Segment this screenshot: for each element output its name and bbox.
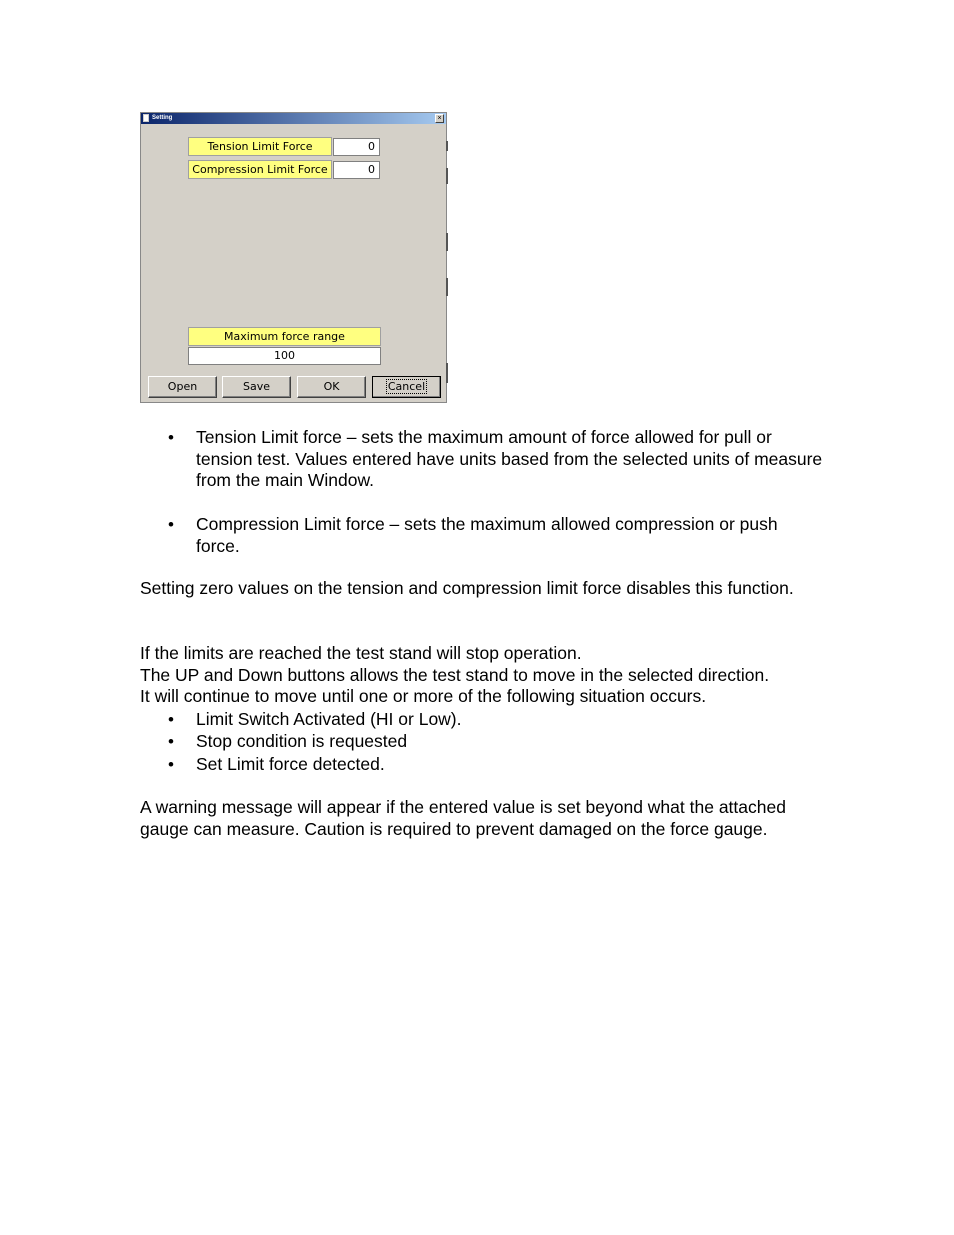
side-edge-mark xyxy=(446,363,448,383)
side-edge-mark xyxy=(446,168,448,184)
compression-limit-input[interactable]: 0 xyxy=(333,161,380,179)
side-edge-mark xyxy=(446,141,448,151)
paragraph-line: If the limits are reached the test stand will stop operation. xyxy=(140,643,582,663)
tension-limit-label: Tension Limit Force xyxy=(188,137,332,156)
dialog-title: Setting xyxy=(152,115,173,121)
bullet-marker: • xyxy=(168,732,174,751)
paragraph-warning: A warning message will appear if the entered value is set beyond what the attached gauge can measure. Caution is required to prevent damaged on the force gauge. xyxy=(140,797,786,839)
compression-limit-label: Compression Limit Force xyxy=(188,160,332,179)
paragraph-zero-values: Setting zero values on the tension and compression limit force disables this function. xyxy=(140,578,794,598)
open-button[interactable]: Open xyxy=(148,376,217,398)
bullet-marker: • xyxy=(168,515,174,534)
bullet-marker: • xyxy=(168,755,174,774)
save-button[interactable]: Save xyxy=(222,376,291,398)
bullet-text: Tension Limit force – sets the maximum amount of force allowed for pull or tension test. Values entered have units based from the selected units of measure from the main Window. xyxy=(196,427,823,491)
max-force-range-label: Maximum force range xyxy=(188,327,381,346)
bullet-limit-force-detected xyxy=(168,754,826,776)
paragraph-limits-reached xyxy=(140,643,830,708)
bullet-text: Set Limit force detected. xyxy=(196,754,385,774)
bullet-limit-switch xyxy=(168,709,826,731)
side-edge-mark xyxy=(446,278,448,296)
paragraph-line: It will continue to move until one or more of the following situation occurs. xyxy=(140,686,707,707)
max-force-range-input[interactable]: 100 xyxy=(188,347,381,365)
tension-limit-input[interactable]: 0 xyxy=(333,138,380,156)
ok-button[interactable]: OK xyxy=(297,376,366,398)
bullet-compression-limit xyxy=(168,514,826,557)
bullet-stop-condition xyxy=(168,731,826,753)
side-edge-mark xyxy=(446,233,448,251)
window-icon xyxy=(143,114,149,122)
cancel-button-label: Cancel xyxy=(387,380,426,393)
bullet-text: Stop condition is requested xyxy=(196,731,408,751)
cancel-button[interactable] xyxy=(372,376,441,398)
setting-dialog xyxy=(140,112,447,403)
close-icon[interactable]: × xyxy=(435,114,444,123)
bullet-marker: • xyxy=(168,710,174,729)
bullet-text: Limit Switch Activated (HI or Low). xyxy=(196,709,462,729)
dialog-titlebar xyxy=(141,113,446,124)
paragraph-line: The UP and Down buttons allows the test stand to move in the selected direction. xyxy=(140,664,770,685)
bullet-text: Compression Limit force – sets the maximum allowed compression or push force. xyxy=(196,514,778,556)
bullet-tension-limit xyxy=(168,427,826,492)
bullet-marker: • xyxy=(168,428,174,447)
